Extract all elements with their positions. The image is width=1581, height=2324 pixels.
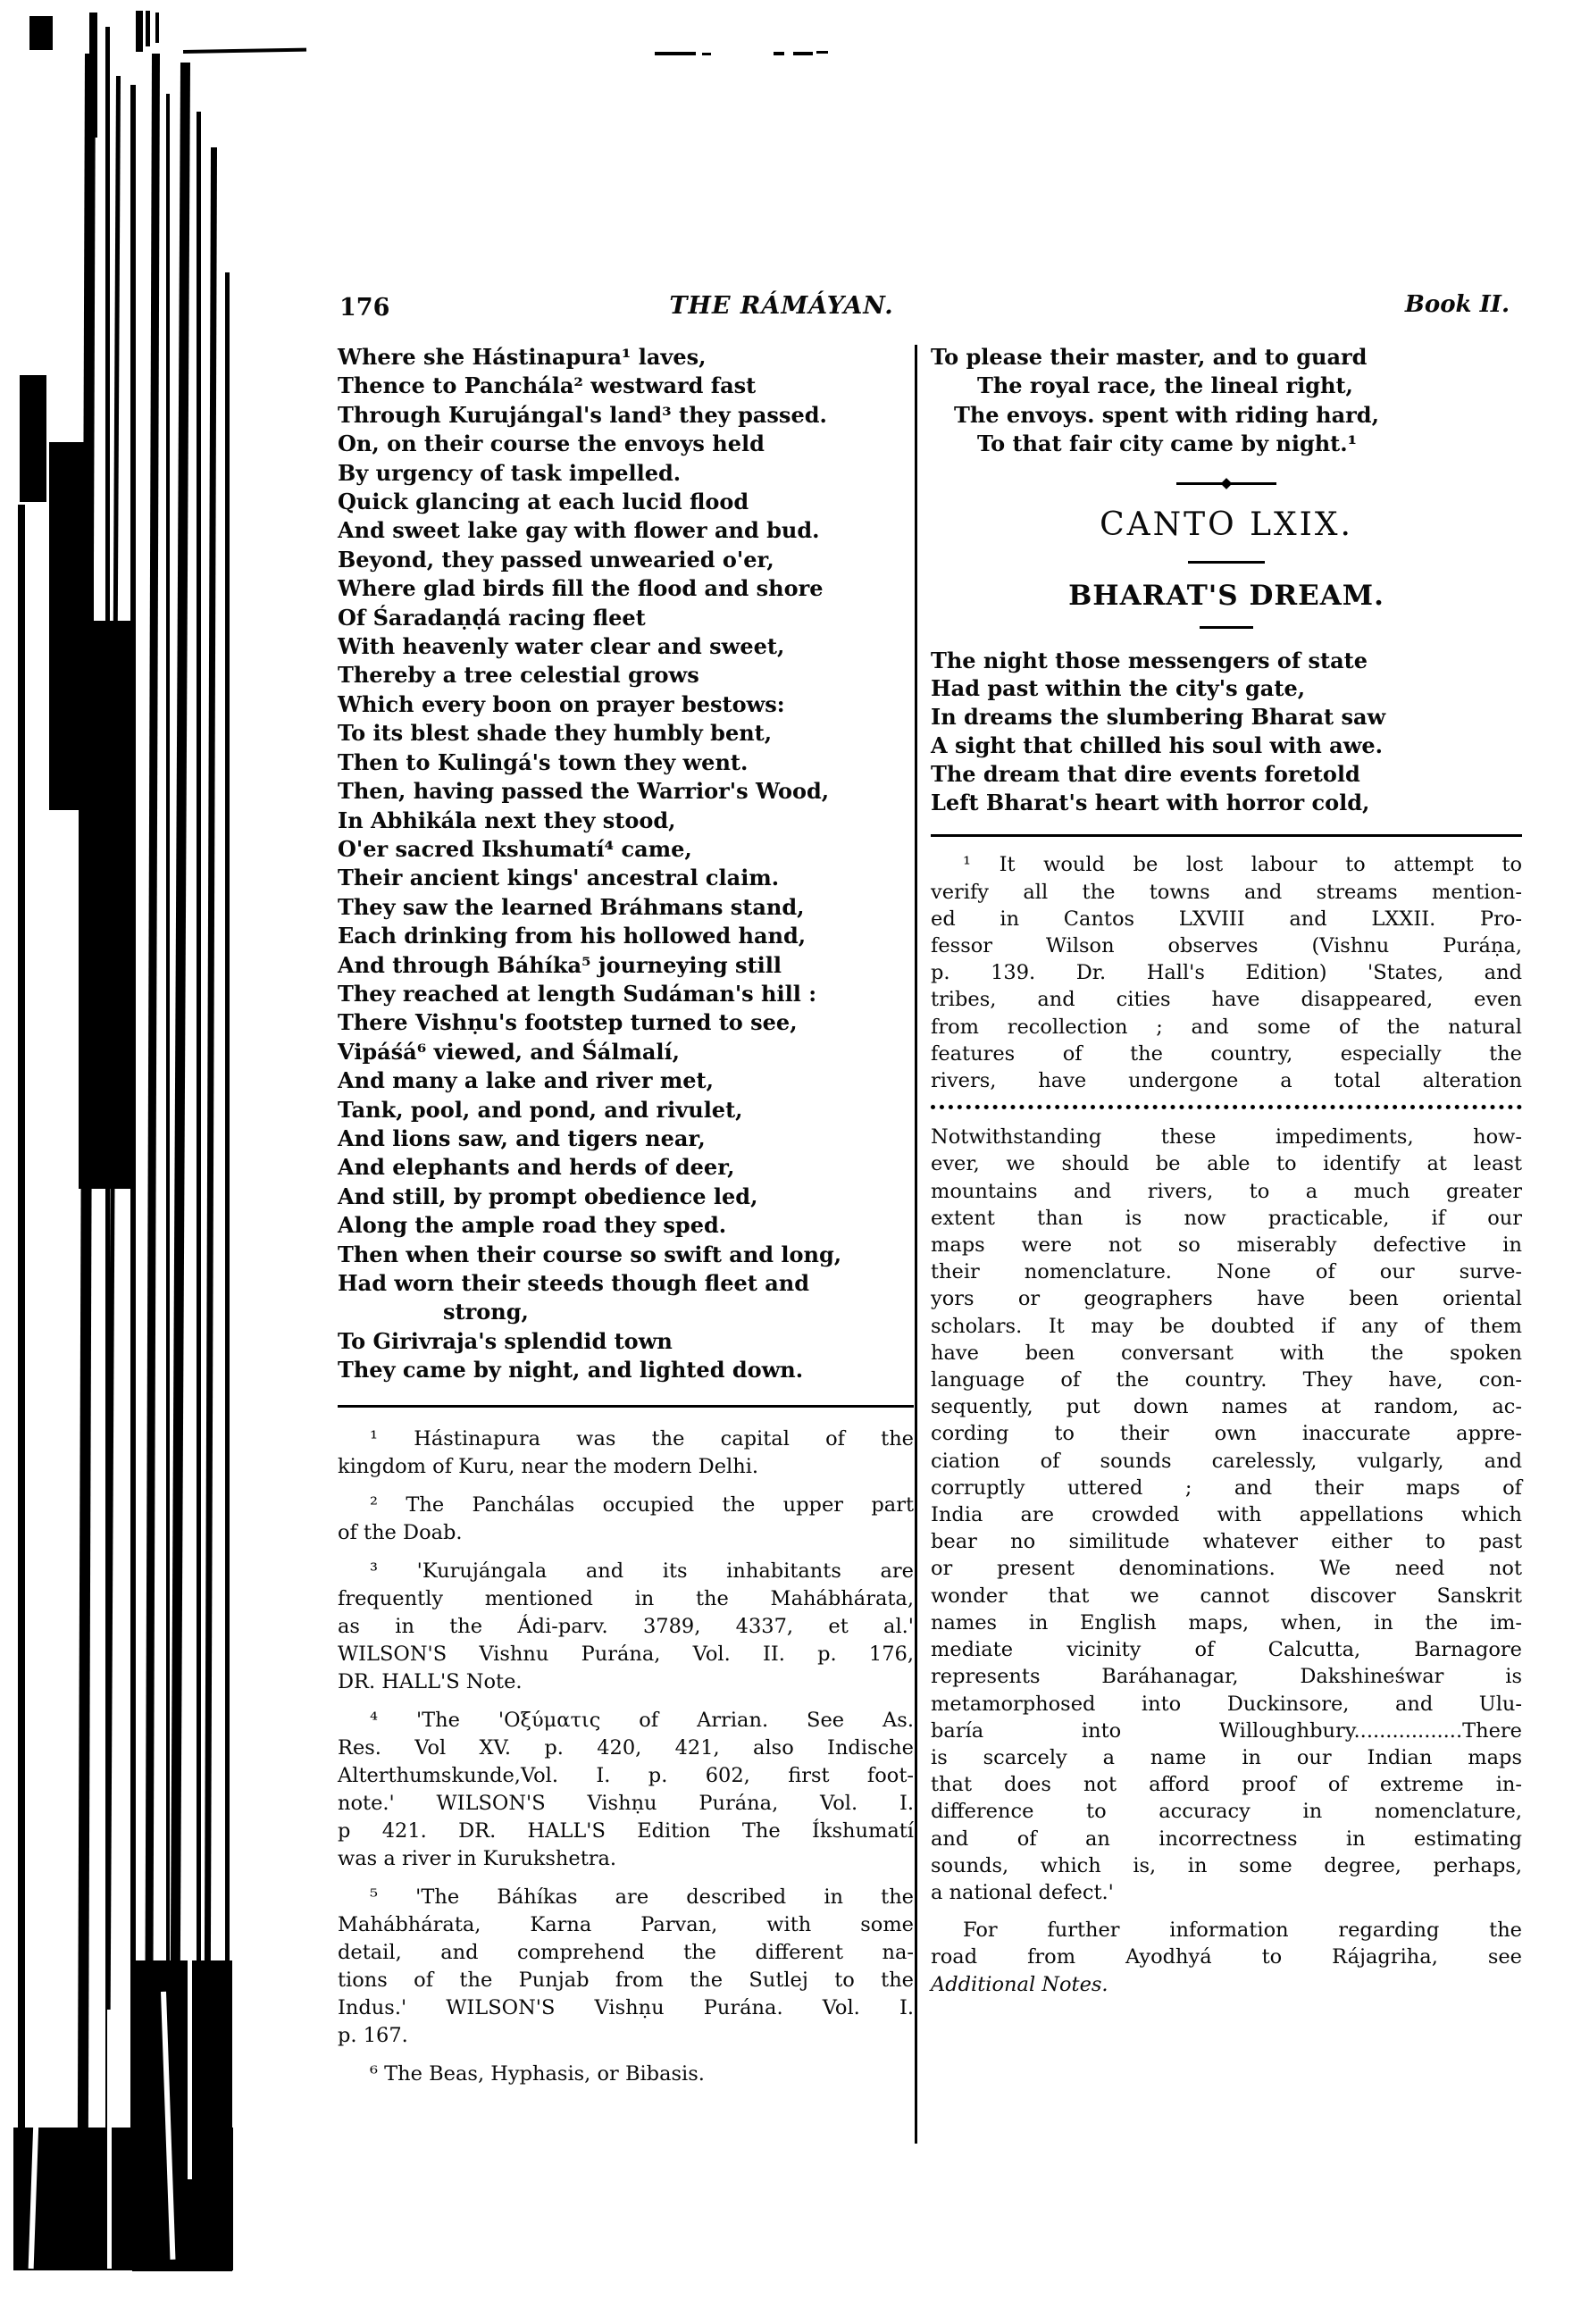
- text-line: Then when their course so swift and long,: [338, 1241, 842, 1267]
- text-line: In dreams the slumbering Bharat saw: [931, 704, 1386, 731]
- text-line: O'er sacred Ikshumatí⁴ came,: [338, 835, 692, 862]
- text-line: There Vishṇu's footstep turned to see,: [338, 1009, 798, 1036]
- footnote-paragraph: [338, 1707, 914, 1873]
- text-line: scholars. It may be doubted if any of them: [931, 1314, 1522, 1338]
- text-line: Thence to Panchála² westward fast: [338, 372, 757, 399]
- text-line: fessor Wilson observes (Vishnu Puráṇa,: [931, 934, 1522, 958]
- page-number: 176: [339, 294, 390, 322]
- subtitle-rule: [1200, 626, 1253, 629]
- text-line: wonder that we cannot discover Sanskrit: [931, 1584, 1522, 1608]
- text-line: Res. Vol XV. p. 420, 421, also Indische: [338, 1735, 914, 1760]
- text-line: metamorphosed into Duckinsore, and Ulu-: [931, 1692, 1522, 1716]
- text-line: p. 167.: [338, 2023, 408, 2047]
- text-line: and of an incorrectness in estimating: [931, 1827, 1522, 1851]
- text-line: And lions saw, and tigers near,: [338, 1124, 706, 1151]
- text-line: Left Bharat's heart with horror cold,: [931, 789, 1370, 815]
- text-line: Where she Hástinapura¹ laves,: [338, 344, 707, 370]
- scan-stripe: [225, 272, 230, 2237]
- text-line: Their ancient kings' ancestral claim.: [338, 865, 780, 891]
- scan-stripe: [816, 51, 828, 54]
- text-line: maps were not so miserably defective in: [931, 1233, 1522, 1258]
- text-line: Had worn their steeds though fleet and: [338, 1270, 809, 1296]
- text-line: By urgency of task impelled.: [338, 459, 682, 486]
- text-line: India are crowded with appellations which: [931, 1503, 1522, 1527]
- scan-stripe: [169, 63, 190, 2246]
- footnote-paragraph: [931, 851, 1522, 1094]
- text-line: p 421. DR. HALL'S Edition The Íkshumatí: [338, 1818, 914, 1843]
- scan-stripe: [702, 53, 711, 55]
- scan-stripe: [183, 48, 306, 54]
- text-line: frequently mentioned in the Mahábhárata,: [338, 1586, 914, 1610]
- text-line: And many a lake and river met,: [338, 1067, 714, 1094]
- text-line: detail, and comprehend the different na-: [338, 1940, 914, 1964]
- canto-separator: [1176, 482, 1276, 485]
- scan-stripe: [146, 11, 150, 46]
- scan-stripe: [130, 85, 136, 2246]
- right-column: [931, 343, 1522, 2009]
- canto-heading: CANTO LXIX.: [1100, 506, 1353, 543]
- text-line: rivers, have undergone a total alteration: [931, 1069, 1522, 1093]
- text-line: Vipáśá⁶ viewed, and Śálmalí,: [338, 1038, 681, 1065]
- text-line: Notwithstanding these impediments, how-: [931, 1125, 1522, 1149]
- column-divider: [915, 345, 917, 2144]
- text-line: The dream that dire events foretold: [931, 760, 1360, 787]
- footnote-right-part2: [931, 1124, 1522, 1998]
- text-line: kingdom of Kuru, near the modern Delhi.: [338, 1454, 759, 1478]
- text-line: sounds, which is, in some degree, perhaps,: [931, 1853, 1522, 1877]
- heading-rule: [1188, 561, 1265, 564]
- dotted-rule: [931, 1105, 1522, 1109]
- text-line: baría into Willoughbury.................There: [931, 1718, 1522, 1743]
- verse-left: [338, 343, 914, 1385]
- text-line: A sight that chilled his soul with awe.: [931, 732, 1384, 759]
- text-line: To please their master, and to guard: [931, 344, 1368, 370]
- text-line: Had past within the city's gate,: [931, 675, 1306, 702]
- text-line: Alterthumskunde,Vol. I. p. 602, first foot-: [338, 1763, 914, 1787]
- text-line: tions of the Punjab from the Sutlej to the: [338, 1968, 914, 1992]
- text-line: To its blest shade they humbly bent,: [338, 720, 773, 747]
- text-line: was a river in Kurukshetra.: [338, 1846, 617, 1870]
- text-line: ciation of sounds carelessly, vulgarly, and: [931, 1449, 1522, 1473]
- text-line: Along the ample road they sped.: [338, 1212, 727, 1239]
- text-line: ⁴ 'The 'Οξύματις of Arrian. See As.: [370, 1708, 914, 1732]
- text-line: ⁶ The Beas, Hyphasis, or Bibasis.: [370, 2061, 705, 2086]
- text-line: And elephants and herds of deer,: [338, 1154, 735, 1181]
- text-line: And sweet lake gay with flower and bud.: [338, 517, 820, 544]
- text-line: mediate vicinity of Calcutta, Barnagore: [931, 1638, 1522, 1662]
- footnote-paragraph: [338, 2061, 914, 2088]
- scan-stripe: [204, 147, 217, 2242]
- text-line: Indus.' WILSON'S Vishṇu Purána. Vol. I.: [338, 1995, 914, 2019]
- text-line: their nomenclature. None of our surve-: [931, 1260, 1522, 1284]
- text-line: They came by night, and lighted down.: [338, 1357, 804, 1384]
- text-line: p. 139. Dr. Hall's Edition) 'States, and: [931, 961, 1522, 985]
- text-line: as in the Ádi-parv. 3789, 4337, et al.': [338, 1614, 914, 1638]
- text-line: Then, having passed the Warrior's Wood,: [338, 778, 830, 805]
- diamond-ornament: [1221, 478, 1233, 489]
- text-line: ¹ It would be lost labour to attempt to: [963, 853, 1522, 877]
- footnote-paragraph: [338, 1425, 914, 1481]
- text-line: verify all the towns and streams mention-: [931, 880, 1522, 904]
- text-line: a national defect.': [931, 1880, 1114, 1904]
- scan-stripe: [79, 621, 130, 1189]
- scan-stripe: [197, 112, 201, 2246]
- scan-stripe: [136, 11, 143, 52]
- scan-stripe: [144, 54, 160, 2246]
- scan-stripe: [77, 54, 96, 2260]
- text-line: Where glad birds fill the flood and shore: [338, 575, 824, 602]
- text-line: Of Śaradaṇḍá racing fleet: [338, 604, 646, 631]
- text-line: yors or geographers have been oriental: [931, 1287, 1522, 1311]
- text-line: In Abhikála next they stood,: [338, 807, 676, 833]
- footnote-rule-right: [931, 834, 1522, 837]
- text-line: Each drinking from his hollowed hand,: [338, 923, 807, 949]
- footnotes-left: [338, 1425, 914, 2088]
- text-line: And through Báhíka⁵ journeying still: [338, 951, 782, 978]
- text-line: mountains and rivers, to a much greater: [931, 1179, 1522, 1203]
- scan-stripe: [793, 52, 813, 55]
- scan-stripe: [13, 2128, 233, 2270]
- footnote-paragraph: [338, 1558, 914, 1696]
- scan-stripe: [20, 375, 46, 502]
- footnote-paragraph: [931, 1917, 1522, 1998]
- footnote-paragraph: [931, 1124, 1522, 1906]
- left-column: [338, 343, 914, 2099]
- text-line: strong,: [443, 1299, 529, 1325]
- text-line: that does not afford proof of extreme in-: [931, 1773, 1522, 1797]
- text-line: road from Ayodhyá to Rájagriha, see: [931, 1945, 1522, 1969]
- text-line: They reached at length Sudáman's hill :: [338, 980, 817, 1007]
- book-label: Book II.: [1404, 291, 1510, 318]
- text-line: or present denominations. We need not: [931, 1557, 1522, 1581]
- footnote-rule-left: [338, 1405, 914, 1408]
- text-line: They saw the learned Bráhmans stand,: [338, 893, 805, 920]
- text-line: The envoys. spent with riding hard,: [954, 401, 1379, 428]
- text-line: from recollection ; and some of the natural: [931, 1015, 1522, 1039]
- text-line: represents Baráhanagar, Dakshineśwar is: [931, 1665, 1522, 1689]
- footnote-paragraph: [338, 1884, 914, 2050]
- text-line: Thereby a tree celestial grows: [338, 662, 699, 689]
- text-line: difference to accuracy in nomenclature,: [931, 1800, 1522, 1824]
- text-line: ² The Panchálas occupied the upper part: [370, 1492, 914, 1517]
- footnote-right-part1: [931, 851, 1522, 1094]
- text-line: extent than is now practicable, if our: [931, 1206, 1522, 1230]
- text-line: Tank, pool, and pond, and rivulet,: [338, 1096, 743, 1123]
- text-line: On, on their course the envoys held: [338, 431, 765, 457]
- text-line: sequently, put down names at random, ac-: [931, 1395, 1522, 1419]
- scan-stripe: [29, 16, 53, 50]
- canto-subtitle: BHARAT'S DREAM.: [1068, 579, 1384, 612]
- scan-stripe: [774, 52, 784, 55]
- running-title: THE RÁMÁYAN.: [669, 292, 894, 320]
- text-line: bear no similitude whatever either to past: [931, 1530, 1522, 1554]
- text-line: language of the country. They have, con-: [931, 1368, 1522, 1392]
- text-line: is scarcely a name in our Indian maps: [931, 1745, 1522, 1769]
- text-line: names in English maps, when, in the im-: [931, 1610, 1522, 1634]
- text-line: The royal race, the lineal right,: [977, 372, 1353, 399]
- text-line: ¹ Hástinapura was the capital of the: [370, 1426, 914, 1450]
- text-line: have been conversant with the spoken: [931, 1341, 1522, 1365]
- scan-stripe: [105, 27, 110, 2260]
- text-line: note.' WILSON'S Vishṇu Purána, Vol. I.: [338, 1791, 914, 1815]
- text-line: Mahábhárata, Karna Parvan, with some: [338, 1912, 914, 1936]
- scan-stripe: [105, 76, 121, 2246]
- scan-stripe: [132, 1960, 232, 2271]
- scan-stripe: [49, 442, 94, 810]
- text-line: To that fair city came by night.¹: [977, 431, 1358, 457]
- text-line: Then to Kulingá's town they went.: [338, 748, 749, 775]
- text-line: The night those messengers of state: [931, 647, 1368, 673]
- scan-stripe: [155, 13, 159, 43]
- scan-stripe: [18, 505, 25, 2246]
- text-line: DR. HALL'S Note.: [338, 1669, 523, 1693]
- scan-stripe: [161, 1992, 175, 2260]
- text-line: Which every boon on prayer bestows:: [338, 690, 785, 717]
- text-line: Through Kurujángal's land³ they passed.: [338, 401, 827, 428]
- scan-stripe: [29, 2054, 41, 2269]
- text-line: For further information regarding the: [963, 1919, 1522, 1943]
- text-line: of the Doab.: [338, 1520, 463, 1544]
- text-line: And still, by prompt obedience led,: [338, 1183, 758, 1209]
- text-line: WILSON'S Vishnu Purána, Vol. II. p. 176,: [338, 1642, 914, 1666]
- text-line: cording to their own inaccurate appre-: [931, 1422, 1522, 1446]
- text-line: features of the country, especially the: [931, 1041, 1522, 1066]
- text-line: corruptly uttered ; and their maps of: [931, 1475, 1522, 1500]
- text-line: Additional Notes.: [931, 1972, 1108, 1996]
- scan-stripe: [166, 94, 170, 2237]
- text-line: Beyond, they passed unwearied o'er,: [338, 546, 774, 573]
- scan-stripe: [107, 2010, 112, 2269]
- footnote-paragraph: [338, 1492, 914, 1547]
- text-line: Quick glancing at each lucid flood: [338, 489, 749, 515]
- text-line: With heavenly water clear and sweet,: [338, 633, 785, 660]
- scan-stripe: [655, 52, 696, 55]
- scan-stripe: [188, 1876, 192, 2179]
- text-line: ⁵ 'The Báhíkas are described in the: [370, 1885, 914, 1909]
- verse-right: [931, 647, 1522, 817]
- text-line: ed in Cantos LXVIII and LXXII. Pro-: [931, 907, 1522, 931]
- scan-stripe: [89, 13, 97, 138]
- text-line: To Girivraja's splendid town: [338, 1327, 673, 1354]
- text-line: tribes, and cities have disappeared, even: [931, 988, 1522, 1012]
- text-line: ever, we should be able to identify at least: [931, 1152, 1522, 1176]
- text-line: ³ 'Kurujángala and its inhabitants are: [370, 1559, 914, 1583]
- verse-continuation: [931, 343, 1522, 459]
